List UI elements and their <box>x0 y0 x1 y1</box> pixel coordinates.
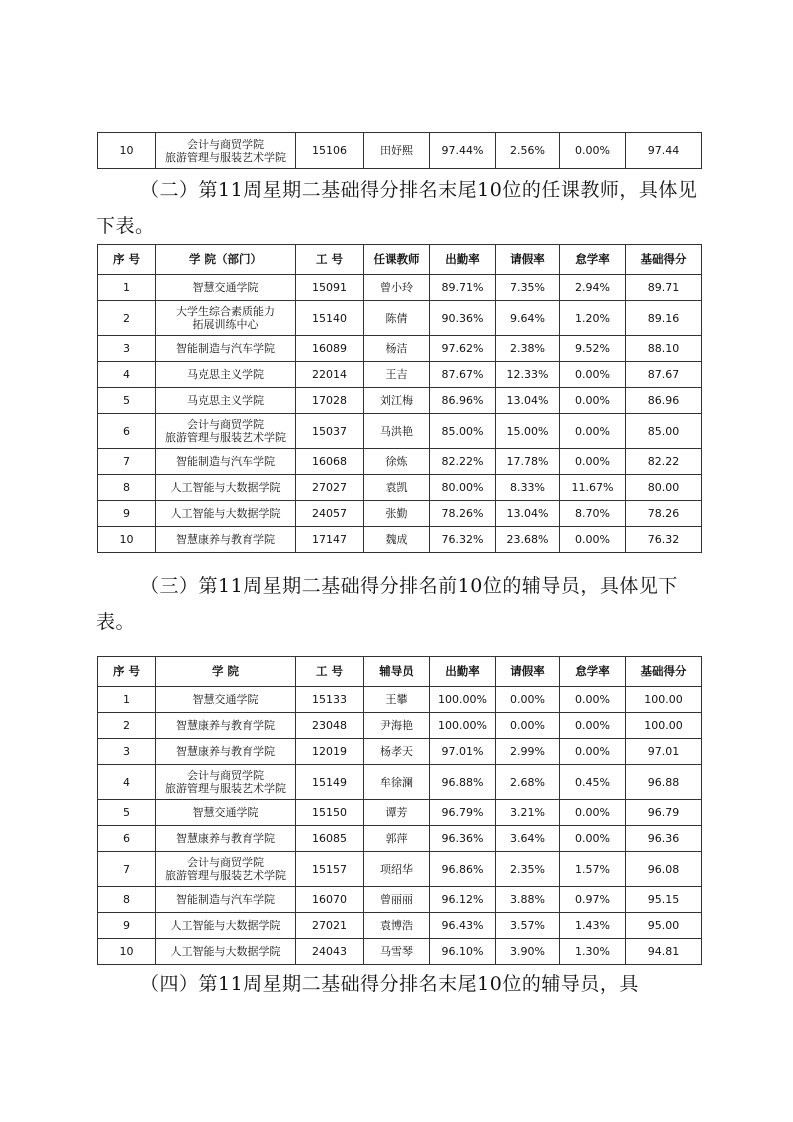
table-row <box>98 362 702 388</box>
table-cell: 10 <box>98 133 156 169</box>
table-cell: 10 <box>98 939 156 965</box>
table-cell: 2.94% <box>560 275 626 301</box>
table-cell: 智能制造与汽车学院 <box>156 887 296 913</box>
table-cell: 0.97% <box>560 887 626 913</box>
table-cell: 9 <box>98 501 156 527</box>
table-cell: 3.90% <box>496 939 560 965</box>
table-cell: 6 <box>98 826 156 852</box>
table-cell: 76.32% <box>430 527 496 553</box>
table-cell: 85.00 <box>626 414 702 449</box>
table-cell: 2.35% <box>496 852 560 887</box>
table-cell: 24057 <box>296 501 364 527</box>
column-header: 辅导员 <box>364 657 430 687</box>
table-row <box>98 765 702 800</box>
table-cell: 96.12% <box>430 887 496 913</box>
table-row <box>98 336 702 362</box>
table-cell: 杨孝天 <box>364 739 430 765</box>
table-cell: 11.67% <box>560 475 626 501</box>
table-cell: 78.26% <box>430 501 496 527</box>
column-header: 怠学率 <box>560 245 626 275</box>
table-cell: 12019 <box>296 739 364 765</box>
table-row <box>98 449 702 475</box>
table-cell: 2.68% <box>496 765 560 800</box>
table-cell: 会计与商贸学院 旅游管理与服装艺术学院 <box>156 133 296 169</box>
table-cell: 9 <box>98 913 156 939</box>
column-header: 序 号 <box>98 245 156 275</box>
table-cell: 郭萍 <box>364 826 430 852</box>
table-cell: 5 <box>98 388 156 414</box>
table-cell: 智慧交通学院 <box>156 687 296 713</box>
table-cell: 96.36 <box>626 826 702 852</box>
table-cell: 0.00% <box>496 687 560 713</box>
teacher-ranking-table <box>97 244 702 553</box>
column-header: 学 院（部门） <box>156 245 296 275</box>
table-cell: 袁博浩 <box>364 913 430 939</box>
table-cell: 4 <box>98 765 156 800</box>
table-cell: 96.88% <box>430 765 496 800</box>
table-cell: 3 <box>98 336 156 362</box>
table-cell: 8 <box>98 887 156 913</box>
table-cell: 9.52% <box>560 336 626 362</box>
table-cell: 100.00% <box>430 687 496 713</box>
table-cell: 会计与商贸学院 旅游管理与服装艺术学院 <box>156 852 296 887</box>
table-cell: 0.00% <box>560 687 626 713</box>
table-cell: 80.00% <box>430 475 496 501</box>
column-header: 序 号 <box>98 657 156 687</box>
table-cell: 8.33% <box>496 475 560 501</box>
top-table-body <box>98 133 702 169</box>
table-cell: 曾小玲 <box>364 275 430 301</box>
table-row <box>98 913 702 939</box>
table-row <box>98 414 702 449</box>
table-cell: 87.67% <box>430 362 496 388</box>
table-cell: 95.15 <box>626 887 702 913</box>
table-cell: 3 <box>98 739 156 765</box>
table-cell: 马克思主义学院 <box>156 388 296 414</box>
table-cell: 0.00% <box>560 800 626 826</box>
table-cell: 97.44% <box>430 133 496 169</box>
table-cell: 96.86% <box>430 852 496 887</box>
table-row <box>98 713 702 739</box>
table-cell: 0.00% <box>560 826 626 852</box>
table-cell: 89.16 <box>626 301 702 336</box>
table-row <box>98 527 702 553</box>
table-cell: 8 <box>98 475 156 501</box>
table-cell: 96.36% <box>430 826 496 852</box>
table-cell: 15133 <box>296 687 364 713</box>
table-cell: 10 <box>98 527 156 553</box>
column-header: 工 号 <box>296 245 364 275</box>
table-cell: 0.00% <box>560 713 626 739</box>
table-cell: 96.79% <box>430 800 496 826</box>
table-cell: 谭芳 <box>364 800 430 826</box>
table-cell: 88.10 <box>626 336 702 362</box>
table-cell: 田妤熙 <box>364 133 430 169</box>
table-cell: 牟徐澜 <box>364 765 430 800</box>
table-cell: 智慧康养与教育学院 <box>156 826 296 852</box>
table-cell: 王吉 <box>364 362 430 388</box>
table-cell: 马洪艳 <box>364 414 430 449</box>
table-row <box>98 826 702 852</box>
table-cell: 96.08 <box>626 852 702 887</box>
teacher-table-body <box>98 275 702 553</box>
table-cell: 2 <box>98 301 156 336</box>
table-cell: 16085 <box>296 826 364 852</box>
section3-heading <box>96 568 700 640</box>
table-cell: 17028 <box>296 388 364 414</box>
column-header: 基础得分 <box>626 657 702 687</box>
table-cell: 17147 <box>296 527 364 553</box>
table-cell: 徐炼 <box>364 449 430 475</box>
table-cell: 27027 <box>296 475 364 501</box>
table-row <box>98 501 702 527</box>
table-row <box>98 275 702 301</box>
table-cell: 86.96 <box>626 388 702 414</box>
table-cell: 魏成 <box>364 527 430 553</box>
section2-heading <box>96 172 700 244</box>
table-cell: 82.22% <box>430 449 496 475</box>
column-header: 出勤率 <box>430 657 496 687</box>
table-row <box>98 388 702 414</box>
table-cell: 0.00% <box>560 362 626 388</box>
section4-heading-text: （四）第11周星期二基础得分排名末尾10位的辅导员，具 <box>140 973 639 995</box>
table-cell: 22014 <box>296 362 364 388</box>
table-cell: 27021 <box>296 913 364 939</box>
table-cell: 23048 <box>296 713 364 739</box>
table-cell: 尹海艳 <box>364 713 430 739</box>
table-cell: 7 <box>98 852 156 887</box>
table-cell: 96.88 <box>626 765 702 800</box>
table-cell: 1.43% <box>560 913 626 939</box>
table-cell: 袁凯 <box>364 475 430 501</box>
table-cell: 12.33% <box>496 362 560 388</box>
column-header: 工 号 <box>296 657 364 687</box>
table-cell: 智能制造与汽车学院 <box>156 336 296 362</box>
table-cell: 智慧康养与教育学院 <box>156 713 296 739</box>
table-cell: 17.78% <box>496 449 560 475</box>
table-row <box>98 887 702 913</box>
table-row <box>98 133 702 169</box>
table-cell: 智慧康养与教育学院 <box>156 527 296 553</box>
table-cell: 97.01% <box>430 739 496 765</box>
table-cell: 3.64% <box>496 826 560 852</box>
table-cell: 智慧交通学院 <box>156 275 296 301</box>
table-cell: 马克思主义学院 <box>156 362 296 388</box>
table-cell: 0.45% <box>560 765 626 800</box>
column-header: 基础得分 <box>626 245 702 275</box>
table-cell: 16070 <box>296 887 364 913</box>
table-cell: 3.57% <box>496 913 560 939</box>
table-cell: 智能制造与汽车学院 <box>156 449 296 475</box>
table-cell: 2 <box>98 713 156 739</box>
table-cell: 24043 <box>296 939 364 965</box>
column-header: 请假率 <box>496 245 560 275</box>
table-cell: 97.44 <box>626 133 702 169</box>
counselor-table-header-row <box>98 657 702 687</box>
table-cell: 会计与商贸学院 旅游管理与服装艺术学院 <box>156 765 296 800</box>
table-cell: 0.00% <box>560 739 626 765</box>
table-row <box>98 687 702 713</box>
teacher-table-header-row <box>98 245 702 275</box>
table-cell: 人工智能与大数据学院 <box>156 939 296 965</box>
table-cell: 智慧交通学院 <box>156 800 296 826</box>
table-row <box>98 301 702 336</box>
table-cell: 会计与商贸学院 旅游管理与服装艺术学院 <box>156 414 296 449</box>
table-row <box>98 475 702 501</box>
table-cell: 杨洁 <box>364 336 430 362</box>
table-cell: 人工智能与大数据学院 <box>156 475 296 501</box>
table-cell: 96.43% <box>430 913 496 939</box>
table-cell: 张勤 <box>364 501 430 527</box>
table-cell: 3.21% <box>496 800 560 826</box>
table-cell: 1 <box>98 687 156 713</box>
table-cell: 15149 <box>296 765 364 800</box>
table-cell: 95.00 <box>626 913 702 939</box>
table-row <box>98 800 702 826</box>
table-cell: 1.57% <box>560 852 626 887</box>
table-cell: 项绍华 <box>364 852 430 887</box>
table-cell: 89.71% <box>430 275 496 301</box>
table-cell: 2.99% <box>496 739 560 765</box>
table-cell: 23.68% <box>496 527 560 553</box>
section3-heading-text: （三）第11周星期二基础得分排名前10位的辅导员，具体见下表。 <box>96 575 678 633</box>
table-cell: 8.70% <box>560 501 626 527</box>
table-cell: 87.67 <box>626 362 702 388</box>
table-cell: 1 <box>98 275 156 301</box>
table-cell: 人工智能与大数据学院 <box>156 501 296 527</box>
table-cell: 16089 <box>296 336 364 362</box>
table-cell: 16068 <box>296 449 364 475</box>
section4-heading <box>96 966 700 1002</box>
column-header: 出勤率 <box>430 245 496 275</box>
table-row <box>98 852 702 887</box>
table-cell: 大学生综合素质能力 拓展训练中心 <box>156 301 296 336</box>
table-cell: 0.00% <box>560 527 626 553</box>
table-cell: 6 <box>98 414 156 449</box>
table-cell: 90.36% <box>430 301 496 336</box>
table-cell: 94.81 <box>626 939 702 965</box>
table-cell: 15.00% <box>496 414 560 449</box>
table-cell: 76.32 <box>626 527 702 553</box>
table-cell: 0.00% <box>560 388 626 414</box>
table-cell: 100.00% <box>430 713 496 739</box>
table-cell: 人工智能与大数据学院 <box>156 913 296 939</box>
table-cell: 100.00 <box>626 713 702 739</box>
table-cell: 15106 <box>296 133 364 169</box>
table-row <box>98 739 702 765</box>
column-header: 学 院 <box>156 657 296 687</box>
table-cell: 86.96% <box>430 388 496 414</box>
column-header: 任课教师 <box>364 245 430 275</box>
table-cell: 15037 <box>296 414 364 449</box>
top-table <box>97 132 702 169</box>
table-cell: 9.64% <box>496 301 560 336</box>
table-cell: 80.00 <box>626 475 702 501</box>
table-cell: 1.20% <box>560 301 626 336</box>
table-cell: 15157 <box>296 852 364 887</box>
table-cell: 15091 <box>296 275 364 301</box>
table-cell: 97.01 <box>626 739 702 765</box>
table-cell: 78.26 <box>626 501 702 527</box>
table-cell: 2.56% <box>496 133 560 169</box>
table-cell: 15140 <box>296 301 364 336</box>
table-cell: 89.71 <box>626 275 702 301</box>
column-header: 怠学率 <box>560 657 626 687</box>
table-cell: 陈倩 <box>364 301 430 336</box>
table-cell: 13.04% <box>496 501 560 527</box>
table-cell: 0.00% <box>560 133 626 169</box>
table-cell: 15150 <box>296 800 364 826</box>
counselor-ranking-table <box>97 656 702 965</box>
table-cell: 7 <box>98 449 156 475</box>
table-cell: 0.00% <box>560 449 626 475</box>
table-cell: 刘江梅 <box>364 388 430 414</box>
section2-heading-text: （二）第11周星期二基础得分排名末尾10位的任课教师，具体见下表。 <box>96 179 698 237</box>
table-cell: 3.88% <box>496 887 560 913</box>
table-cell: 2.38% <box>496 336 560 362</box>
table-cell: 马雪琴 <box>364 939 430 965</box>
table-cell: 85.00% <box>430 414 496 449</box>
table-cell: 96.10% <box>430 939 496 965</box>
table-cell: 5 <box>98 800 156 826</box>
table-cell: 0.00% <box>560 414 626 449</box>
column-header: 请假率 <box>496 657 560 687</box>
table-cell: 96.79 <box>626 800 702 826</box>
table-cell: 曾丽丽 <box>364 887 430 913</box>
table-cell: 13.04% <box>496 388 560 414</box>
table-cell: 智慧康养与教育学院 <box>156 739 296 765</box>
table-cell: 王攀 <box>364 687 430 713</box>
table-cell: 97.62% <box>430 336 496 362</box>
table-cell: 100.00 <box>626 687 702 713</box>
table-cell: 1.30% <box>560 939 626 965</box>
table-cell: 7.35% <box>496 275 560 301</box>
table-cell: 82.22 <box>626 449 702 475</box>
counselor-table-body <box>98 687 702 965</box>
table-cell: 4 <box>98 362 156 388</box>
table-row <box>98 939 702 965</box>
table-cell: 0.00% <box>496 713 560 739</box>
